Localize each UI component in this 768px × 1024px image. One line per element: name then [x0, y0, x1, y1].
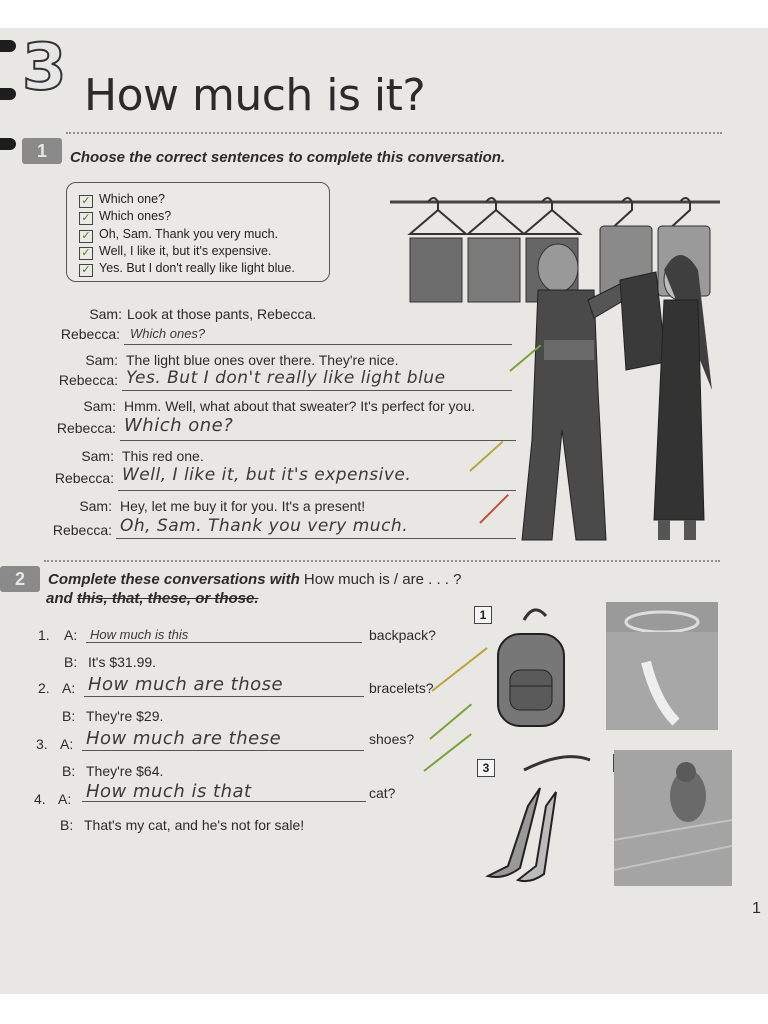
exercise-1-badge: 1 — [22, 138, 62, 164]
option-item — [79, 261, 295, 276]
reply-text: They're $64. — [86, 763, 164, 779]
picture-number: 1 — [474, 606, 492, 624]
answer-line — [86, 642, 362, 643]
page-number: 1 — [752, 900, 761, 917]
speaker-label: Rebecca: — [52, 522, 112, 538]
speaker-label: Rebecca: — [60, 326, 120, 342]
answer-line — [84, 696, 364, 697]
option-label: Which one? — [99, 192, 166, 206]
answer-line — [124, 344, 512, 345]
handwritten-answer: How much are those — [88, 674, 284, 695]
item-end: bracelets? — [369, 680, 434, 696]
answer-line — [116, 538, 516, 539]
picture-number: 3 — [477, 759, 495, 777]
instruction-words: this, that, these, or those. — [76, 590, 259, 607]
speaker-a: A: — [64, 627, 78, 643]
item-end: shoes? — [369, 731, 415, 747]
item-number: 4. — [34, 791, 46, 807]
instruction-phrase: How much is / are . . . ? — [303, 571, 462, 588]
checkbox-checked-icon: ✓ — [79, 230, 93, 243]
option-label: Oh, Sam. Thank you very much. — [99, 227, 279, 241]
handwritten-answer: Oh, Sam. Thank you very much. — [120, 516, 409, 536]
speaker-b: B: — [64, 654, 78, 670]
option-label: Yes. But I don't really like light blue. — [99, 261, 295, 275]
handwritten-answer: Which one? — [124, 415, 234, 436]
answer-line — [118, 490, 516, 491]
unit-number: 3 — [22, 31, 67, 105]
option-item — [79, 209, 171, 224]
binder-ring — [0, 88, 16, 100]
speaker-a: A: — [58, 791, 72, 807]
speaker-label: Sam: — [83, 398, 116, 414]
binder-ring — [0, 138, 16, 150]
speaker-label: Sam: — [85, 352, 118, 368]
option-label: Which ones? — [99, 209, 172, 223]
divider — [44, 560, 720, 562]
exercise-2-instruction — [48, 571, 461, 588]
reply-text: That's my cat, and he's not for sale! — [84, 817, 305, 833]
dialogue-line: Look at those pants, Rebecca. — [127, 306, 317, 322]
option-item — [79, 244, 271, 259]
exercise-1-instruction: Choose the correct sentences to complete this conversation. — [70, 149, 506, 166]
speaker-b: B: — [62, 708, 76, 724]
checkbox-checked-icon: ✓ — [79, 264, 93, 277]
dialogue-line: The light blue ones over there. They're nice. — [126, 352, 399, 368]
item-end: cat? — [369, 785, 396, 801]
speaker-label: Rebecca: — [56, 420, 116, 436]
item-number: 2. — [38, 680, 50, 696]
answer-line — [122, 390, 512, 391]
checkbox-checked-icon: ✓ — [79, 195, 93, 208]
checkbox-checked-icon: ✓ — [79, 247, 93, 260]
checkbox-checked-icon: ✓ — [79, 212, 93, 225]
binder-ring — [0, 40, 16, 52]
answer-text: Which ones? — [130, 326, 206, 341]
handwritten-answer: How much are these — [86, 728, 282, 749]
speaker-label: Sam: — [81, 448, 114, 464]
option-item — [79, 192, 165, 207]
item-end: backpack? — [369, 627, 436, 643]
answer-line — [120, 440, 516, 441]
instruction-part: and — [46, 590, 77, 607]
speaker-b: B: — [60, 817, 74, 833]
item-number: 3. — [36, 736, 48, 752]
answer-text: How much is this — [90, 627, 189, 642]
divider — [66, 132, 722, 134]
answer-line — [82, 801, 366, 802]
handwritten-answer: How much is that — [86, 781, 252, 802]
instruction-part: Complete these conversations with — [48, 571, 304, 588]
backpack-illustration — [484, 600, 580, 732]
cat-drawing — [614, 750, 732, 886]
option-label: Well, I like it, but it's expensive. — [99, 244, 272, 258]
bracelets-drawing — [606, 602, 718, 730]
item-number: 1. — [38, 627, 50, 643]
answer-line — [82, 750, 364, 751]
sentence-options-box — [66, 182, 330, 282]
dialogue-line: Hmm. Well, what about that sweater? It's perfect for you. — [124, 398, 476, 414]
speaker-label: Sam: — [89, 306, 122, 322]
shoes-illustration — [484, 748, 596, 888]
speaker-a: A: — [60, 736, 74, 752]
reply-text: It's $31.99. — [88, 654, 157, 670]
speaker-a: A: — [62, 680, 76, 696]
page-title: How much is it? — [84, 70, 426, 121]
bracelets-photo — [606, 602, 718, 730]
option-item — [79, 227, 278, 242]
reply-text: They're $29. — [86, 708, 164, 724]
exercise-2-instruction-line2 — [46, 590, 259, 607]
speaker-label: Sam: — [79, 498, 112, 514]
speaker-label: Rebecca: — [54, 470, 114, 486]
exercise-2-badge: 2 — [0, 566, 40, 592]
dialogue-line: Hey, let me buy it for you. It's a present! — [120, 498, 366, 514]
speaker-label: Rebecca: — [58, 372, 118, 388]
speaker-b: B: — [62, 763, 76, 779]
handwritten-answer: Yes. But I don't really like light blue — [126, 368, 446, 388]
dialogue-line: This red one. — [122, 448, 204, 464]
handwritten-answer: Well, I like it, but it's expensive. — [122, 465, 412, 485]
cat-photo — [614, 750, 732, 886]
